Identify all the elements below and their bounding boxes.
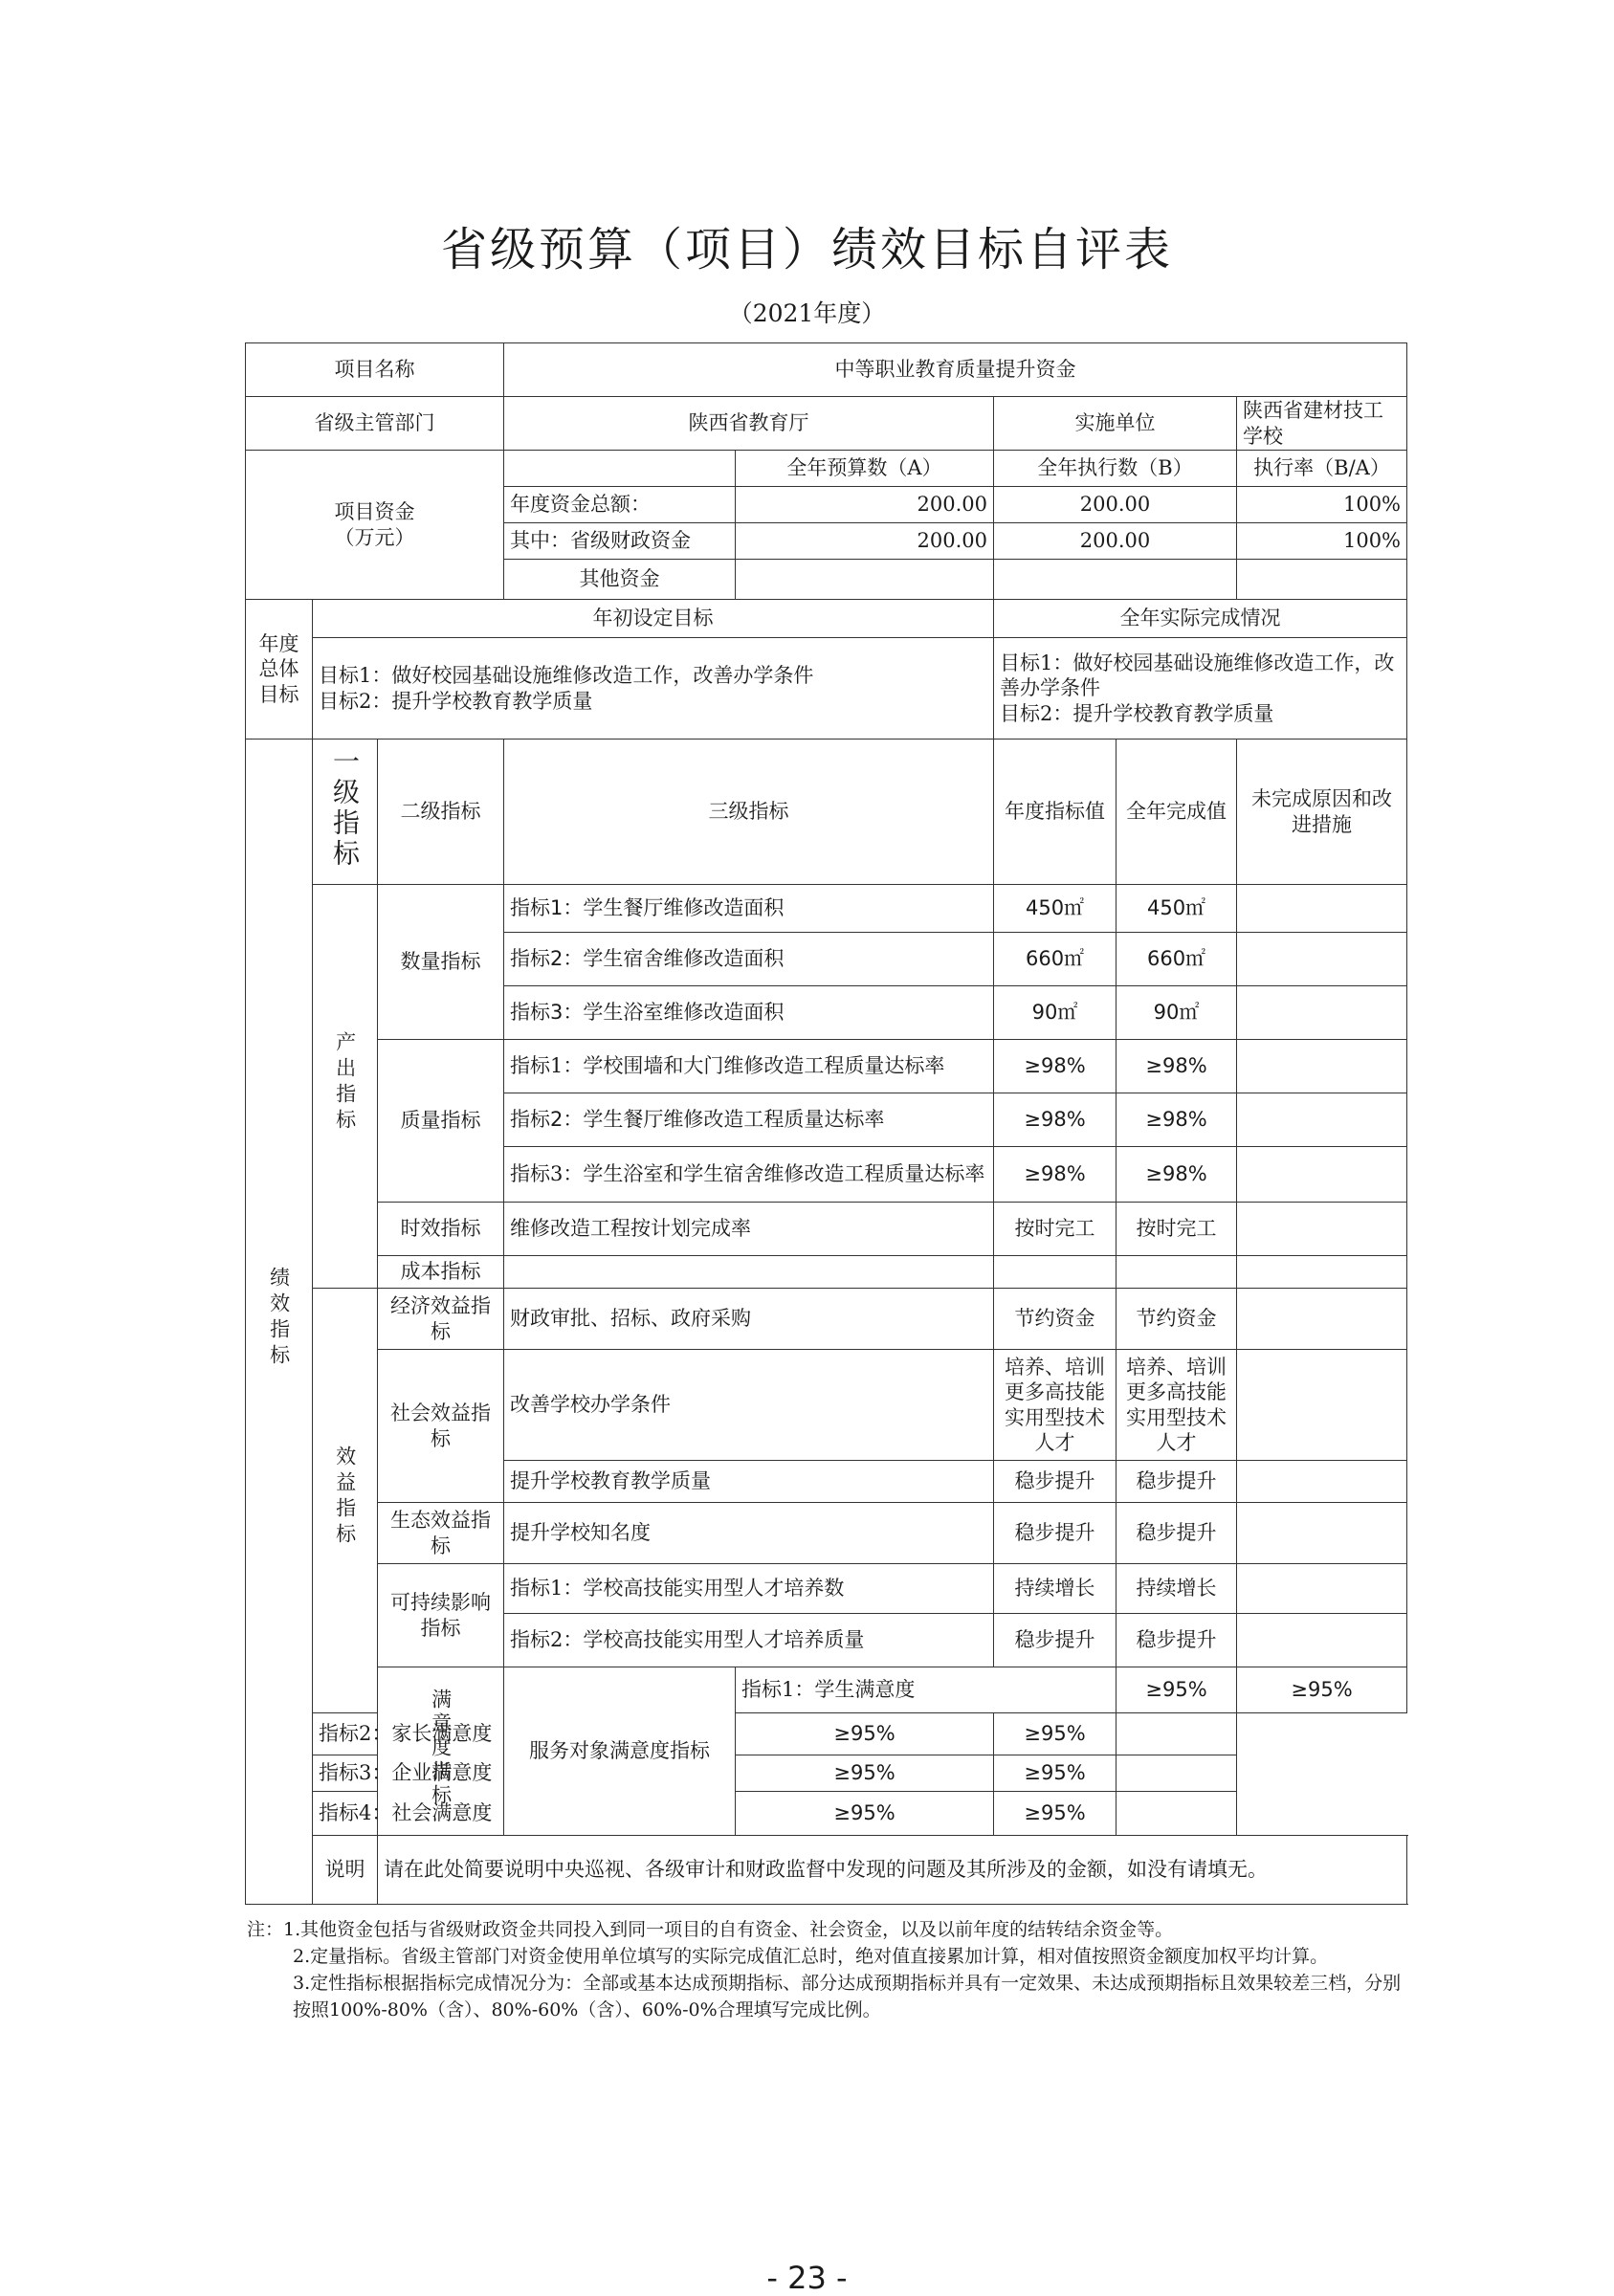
goals-label-line: 目标	[258, 682, 299, 706]
indicator-name: 改善学校办学条件	[504, 1350, 994, 1461]
goals-content-row	[246, 638, 1407, 740]
indicator-actual: 持续增长	[1117, 1564, 1237, 1614]
indicator-target: 稳步提升	[994, 1614, 1117, 1667]
indicator-actual: ≥98%	[1117, 1040, 1237, 1093]
indicator-name: 指标1：学生餐厅维修改造面积	[504, 885, 994, 933]
col-exec: 全年执行数（B）	[994, 451, 1237, 487]
indicator-target: 稳步提升	[994, 1461, 1117, 1503]
indicator-target: 节约资金	[994, 1289, 1117, 1350]
cost-label: 成本指标	[378, 1256, 504, 1289]
indicator-actual: 660㎡	[1117, 933, 1237, 986]
indicator-row	[246, 1564, 1407, 1614]
indicator-row	[246, 885, 1407, 933]
indicator-reason	[1237, 1289, 1407, 1350]
funds-row-budget	[736, 560, 994, 600]
col-budget: 全年预算数（A）	[736, 451, 994, 487]
indicator-name: 指标2：学校高技能实用型人才培养质量	[504, 1614, 994, 1667]
goals-set-content	[313, 638, 994, 740]
funds-row-budget: 200.00	[736, 523, 994, 560]
quantity-label: 数量指标	[378, 885, 504, 1040]
goal-actual-1: 目标1：做好校园基础设施维修改造工作，改善办学条件	[1000, 651, 1395, 700]
indicator-row	[246, 1792, 1407, 1836]
indicator-target: ≥95%	[736, 1713, 994, 1755]
indicator-target: 持续增长	[994, 1564, 1117, 1614]
quality-label: 质量指标	[378, 1040, 504, 1203]
indicator-name: 提升学校知名度	[504, 1503, 994, 1564]
indicator-reason	[1237, 986, 1407, 1040]
year-label: （2021年度）	[728, 299, 886, 327]
goal-actual-2: 目标2：提升学校教育教学质量	[1000, 701, 1274, 725]
indicator-row	[246, 1256, 1407, 1289]
col-rate: 执行率（B/A）	[1237, 451, 1407, 487]
indicator-target: 按时完工	[994, 1203, 1117, 1256]
timeliness-label: 时效指标	[378, 1203, 504, 1256]
indicator-reason	[1237, 1564, 1407, 1614]
footnote: 注：1.其他资金包括与省级财政资金共同投入到同一项目的自有资金、社会资金，以及以前年度的结转结余资金等。	[247, 1919, 1174, 1940]
indicator-actual: 培养、培训更多高技能实用型技术人才	[1117, 1350, 1237, 1461]
indicator-name: 提升学校教育教学质量	[504, 1461, 994, 1503]
perf-label	[246, 740, 313, 1905]
goals-label	[246, 600, 313, 740]
explain-label: 说明	[313, 1836, 378, 1905]
dept-value: 陕西省教育厅	[504, 397, 994, 451]
economic-label: 经济效益指标	[378, 1289, 504, 1350]
indicator-actual: 90㎡	[1117, 986, 1237, 1040]
indicator-target: ≥98%	[994, 1093, 1117, 1147]
indicator-name: 指标1：学生满意度	[736, 1667, 1117, 1713]
funds-row-rate	[1237, 560, 1407, 600]
funds-row-exec	[994, 560, 1237, 600]
output-label-text: 产出指标	[333, 1031, 357, 1136]
indicator-name: 指标3：企业满意度	[313, 1755, 504, 1792]
funds-unit-text: （万元）	[334, 525, 415, 549]
indicator-reason	[1237, 1461, 1407, 1503]
funds-row-label: 其中：省级财政资金	[504, 523, 736, 560]
indicator-name: 指标2：学生宿舍维修改造面积	[504, 933, 994, 986]
indicator-row	[246, 1503, 1407, 1564]
indicator-reason	[1237, 1614, 1407, 1667]
page-number: - 23 -	[766, 2260, 848, 2296]
funds-row-budget: 200.00	[736, 487, 994, 523]
funds-header-blank	[504, 451, 736, 487]
indicator-reason	[1237, 1147, 1407, 1203]
funds-row-exec: 200.00	[994, 487, 1237, 523]
goals-label-line: 总体	[258, 657, 299, 681]
indicator-actual: 稳步提升	[1117, 1614, 1237, 1667]
explain-row	[246, 1836, 1407, 1905]
satisfaction-label-text: 满意度指标	[429, 1688, 453, 1808]
project-name-label: 项目名称	[246, 343, 504, 397]
col-l2: 二级指标	[378, 740, 504, 885]
goals-label-line: 年度	[258, 632, 299, 656]
indicator-name: 指标3：学生浴室维修改造面积	[504, 986, 994, 1040]
page-title: 省级预算（项目）绩效目标自评表	[440, 223, 1173, 276]
indicator-name: 指标2：学生餐厅维修改造工程质量达标率	[504, 1093, 994, 1147]
unit-label: 实施单位	[994, 397, 1237, 451]
unit-value: 陕西省建材技工学校	[1237, 397, 1407, 451]
indicator-reason	[1117, 1792, 1237, 1836]
indicator-target: ≥98%	[994, 1147, 1117, 1203]
indicator-actual: ≥98%	[1117, 1093, 1237, 1147]
explain-text: 请在此处简要说明中央巡视、各级审计和财政监督中发现的问题及其所涉及的金额，如没有请填无。	[378, 1836, 1407, 1905]
indicator-reason	[1117, 1713, 1237, 1755]
funds-header-row	[246, 451, 1407, 487]
indicator-reason	[1237, 1203, 1407, 1256]
project-name-value: 中等职业教育质量提升资金	[504, 343, 1407, 397]
indicator-row	[246, 1289, 1407, 1350]
col-actual: 全年完成值	[1117, 740, 1237, 885]
goal-set-2: 目标2：提升学校教育教学质量	[319, 689, 593, 713]
indicator-reason	[1237, 885, 1407, 933]
benefit-label	[313, 1289, 378, 1713]
goals-actual-header: 全年实际完成情况	[994, 600, 1407, 638]
indicator-target	[994, 1256, 1117, 1289]
indicator-actual: 节约资金	[1117, 1289, 1237, 1350]
eco-label: 生态效益指标	[378, 1503, 504, 1564]
funds-row-rate: 100%	[1237, 487, 1407, 523]
funds-row-label: 年度资金总额：	[504, 487, 736, 523]
indicator-name: 指标1：学校高技能实用型人才培养数	[504, 1564, 994, 1614]
col-reason: 未完成原因和改进措施	[1237, 740, 1407, 885]
indicator-reason	[1237, 1093, 1407, 1147]
indicator-name: 指标4：社会满意度	[313, 1792, 504, 1836]
dept-row	[246, 397, 1407, 451]
funds-row-label: 其他资金	[504, 560, 736, 600]
perf-label-text: 绩效指标	[267, 1267, 291, 1371]
indicator-target: 660㎡	[994, 933, 1117, 986]
col-l1	[313, 740, 378, 885]
indicator-row	[246, 1713, 1407, 1755]
goals-actual-content	[994, 638, 1407, 740]
indicator-target: ≥95%	[736, 1792, 994, 1836]
indicator-actual	[1117, 1256, 1237, 1289]
project-name-row	[246, 343, 1407, 397]
output-label	[313, 885, 378, 1289]
indicator-target: 90㎡	[994, 986, 1117, 1040]
goals-set-header: 年初设定目标	[313, 600, 994, 638]
indicator-reason	[1237, 1040, 1407, 1093]
indicator-target: ≥95%	[736, 1755, 994, 1792]
indicator-row	[246, 1350, 1407, 1461]
indicator-reason	[1237, 1256, 1407, 1289]
indicator-name: 维修改造工程按计划完成率	[504, 1203, 994, 1256]
indicator-target: 450㎡	[994, 885, 1117, 933]
indicator-row	[246, 1040, 1407, 1093]
indicator-actual: 稳步提升	[1117, 1503, 1237, 1564]
benefit-label-text: 效益指标	[333, 1446, 357, 1550]
footnotes	[247, 1916, 1404, 2023]
funds-label	[246, 451, 504, 600]
indicator-reason	[1237, 933, 1407, 986]
funds-row-exec: 200.00	[994, 523, 1237, 560]
indicator-target: 培养、培训更多高技能实用型技术人才	[994, 1350, 1117, 1461]
indicator-reason	[1117, 1755, 1237, 1792]
indicator-target: ≥95%	[1117, 1667, 1237, 1713]
indicator-name	[504, 1256, 994, 1289]
indicator-row	[246, 1203, 1407, 1256]
indicator-actual: 按时完工	[1117, 1203, 1237, 1256]
indicator-actual: 稳步提升	[1117, 1461, 1237, 1503]
col-l3: 三级指标	[504, 740, 994, 885]
service-label: 服务对象满意度指标	[504, 1667, 736, 1836]
indicator-name: 指标3：学生浴室和学生宿舍维修改造工程质量达标率	[504, 1147, 994, 1203]
indicator-reason	[1237, 1350, 1407, 1461]
indicator-actual: 450㎡	[1117, 885, 1237, 933]
indicator-actual: ≥95%	[994, 1792, 1117, 1836]
indicator-target: 稳步提升	[994, 1503, 1117, 1564]
goal-set-1: 目标1：做好校园基础设施维修改造工作，改善办学条件	[319, 664, 814, 688]
indicator-name: 指标2：家长满意度	[313, 1713, 504, 1755]
goals-header-row	[246, 600, 1407, 638]
indicator-row	[246, 1755, 1407, 1792]
indicator-name: 指标1：学校围墙和大门维修改造工程质量达标率	[504, 1040, 994, 1093]
col-l1-text: 一级指标	[329, 746, 361, 870]
indicator-target: ≥98%	[994, 1040, 1117, 1093]
footnote: 2.定量指标。省级主管部门对资金使用单位填写的实际完成值汇总时，绝对值直接累加计算，相对值按照资金额度加权平均计算。	[293, 1946, 1329, 1967]
social-label: 社会效益指标	[378, 1350, 504, 1503]
indicator-actual: ≥95%	[1237, 1667, 1407, 1713]
evaluation-table	[245, 342, 1407, 1905]
indicator-actual: ≥95%	[994, 1713, 1117, 1755]
funds-label-text: 项目资金	[334, 500, 415, 524]
funds-row-rate: 100%	[1237, 523, 1407, 560]
indicator-name: 财政审批、招标、政府采购	[504, 1289, 994, 1350]
indicator-reason	[1237, 1503, 1407, 1564]
col-target: 年度指标值	[994, 740, 1117, 885]
sustain-label: 可持续影响指标	[378, 1564, 504, 1667]
perf-header-row	[246, 740, 1407, 885]
indicator-actual: ≥95%	[994, 1755, 1117, 1792]
indicator-row	[246, 1667, 1407, 1713]
indicator-actual: ≥98%	[1117, 1147, 1237, 1203]
footnote: 3.定性指标根据指标完成情况分为：全部或基本达成预期指标、部分达成预期指标并具有一定效果、未达成预期指标且效果较差三档，分别按照100%-80%（含）、80%-60%（含）、60%-0%合理填写完成比例。	[293, 1973, 1402, 2020]
dept-label: 省级主管部门	[246, 397, 504, 451]
